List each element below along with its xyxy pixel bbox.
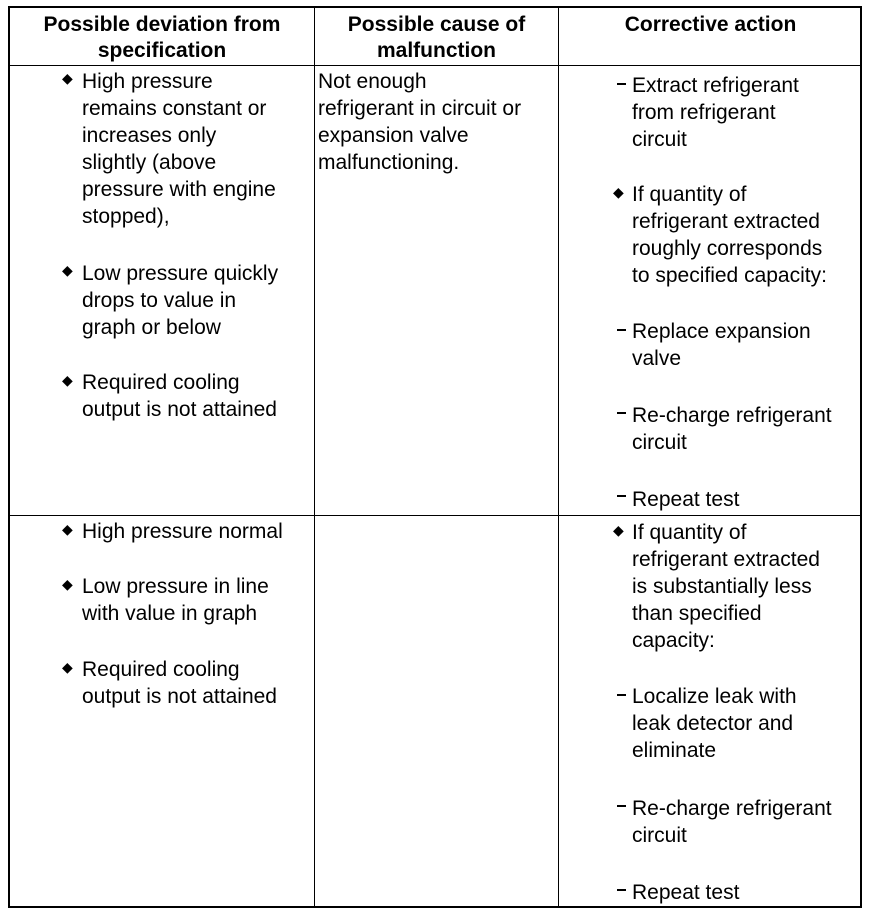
bullet-diamond-icon: ◆ (62, 576, 73, 592)
header-deviation: Possible deviation from specification (43, 13, 281, 62)
bullet-diamond-icon: ◆ (62, 70, 73, 86)
column-divider (314, 8, 315, 906)
bullet-diamond-icon: ◆ (613, 522, 624, 538)
deviation-item: Required cooling output is not attained (82, 371, 277, 421)
action-item: Re-charge refrigerant circuit (632, 797, 832, 847)
deviation-item: Low pressure quickly drops to value in graph or below (82, 262, 279, 339)
deviation-item: Required cooling output is not attained (82, 658, 277, 708)
bullet-diamond-icon: ◆ (62, 262, 73, 278)
header-corrective-action: Corrective action (624, 13, 797, 36)
column-divider (558, 8, 559, 906)
action-item: Repeat test (632, 488, 740, 511)
action-item: Localize leak with leak detector and eliminate (632, 685, 797, 762)
action-item: Extract refrigerant from refrigerant circuit (632, 74, 799, 151)
dash-bullet-icon (617, 805, 626, 807)
malfunction-cause: Not enough refrigerant in circuit or expansion valve malfunctioning. (318, 70, 522, 174)
bullet-diamond-icon: ◆ (62, 521, 73, 537)
dash-bullet-icon (617, 694, 626, 696)
action-item: Replace expansion valve (632, 320, 811, 370)
deviation-item: Low pressure in line with value in graph (82, 575, 269, 625)
diagnosis-table (8, 6, 862, 908)
header-divider (10, 65, 860, 66)
action-item: Re-charge refrigerant circuit (632, 404, 832, 454)
dash-bullet-icon (617, 83, 626, 85)
dash-bullet-icon (617, 495, 626, 497)
action-item: Repeat test (632, 881, 740, 904)
deviation-item: High pressure normal (82, 520, 283, 543)
dash-bullet-icon (617, 412, 626, 414)
bullet-diamond-icon: ◆ (613, 184, 624, 200)
dash-bullet-icon (617, 329, 626, 331)
row-divider (10, 515, 860, 516)
bullet-diamond-icon: ◆ (62, 659, 73, 675)
action-item: If quantity of refrigerant extracted roughly corresponds to specified capacity: (632, 183, 827, 287)
deviation-item: High pressure remains constant or increases only slightly (above pressure with engine stopped), (82, 70, 276, 228)
bullet-diamond-icon: ◆ (62, 372, 73, 388)
action-item: If quantity of refrigerant extracted is substantially less than specified capacity: (632, 521, 820, 652)
dash-bullet-icon (617, 889, 626, 891)
header-cause: Possible cause of malfunction (347, 13, 526, 62)
